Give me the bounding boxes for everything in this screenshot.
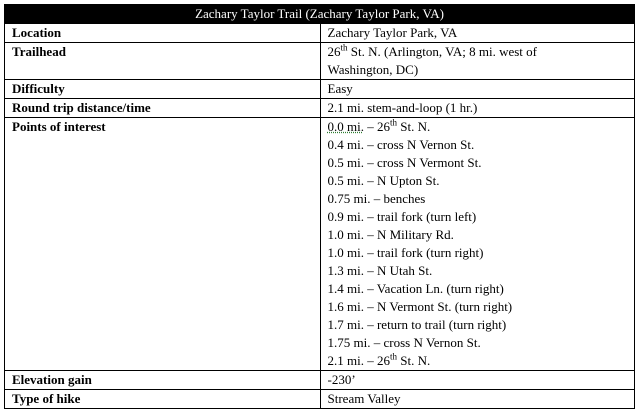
- poi-item: 0.75 mi. – benches: [327, 191, 426, 206]
- points-list: [320, 118, 635, 371]
- poi-first-ordinal: th: [389, 117, 397, 128]
- location-label: Location: [5, 24, 321, 43]
- poi-item: [328, 118, 635, 136]
- poi-item: 1.4 mi. – Vacation Ln. (turn right): [327, 281, 504, 296]
- poi-last-ordinal: th: [389, 351, 397, 362]
- trailhead-row: [5, 43, 635, 80]
- poi-item: 0.5 mi. – N Upton St.: [327, 173, 440, 188]
- difficulty-value: Easy: [320, 80, 635, 99]
- location-value: Zachary Taylor Park, VA: [320, 24, 635, 43]
- poi-item: 1.0 mi. – N Military Rd.: [327, 227, 454, 242]
- poi-item: 1.3 mi. – N Utah St.: [327, 263, 433, 278]
- trailhead-ordinal: th: [340, 42, 348, 53]
- trailhead-line-1-text: St. N. (Arlington, VA; 8 mi. west of: [347, 44, 537, 59]
- trailhead-value: [320, 43, 635, 80]
- distance-row: [5, 99, 635, 118]
- points-label: Points of interest: [5, 118, 321, 371]
- poi-item: 1.0 mi. – trail fork (turn right): [327, 245, 484, 260]
- trailhead-line-1: [328, 43, 635, 61]
- title-row: [5, 5, 635, 24]
- poi-item: [328, 352, 635, 370]
- elevation-row: [5, 371, 635, 390]
- trailhead-line-2: Washington, DC): [327, 62, 419, 77]
- elevation-label: Elevation gain: [5, 371, 321, 390]
- poi-first-mile: 0.0 mi.: [327, 119, 364, 134]
- poi-item: 0.9 mi. – trail fork (turn left): [327, 209, 477, 224]
- table-title: Zachary Taylor Trail (Zachary Taylor Park, VA): [5, 5, 635, 24]
- trail-info-table: [4, 4, 635, 409]
- points-row: [5, 118, 635, 371]
- poi-item: 1.7 mi. – return to trail (turn right): [327, 317, 507, 332]
- location-row: [5, 24, 635, 43]
- poi-first-post: St. N.: [397, 119, 431, 134]
- poi-first-pre: – 26: [363, 119, 390, 134]
- poi-item: 1.75 mi. – cross N Vernon St.: [327, 335, 481, 350]
- poi-item: 0.4 mi. – cross N Vernon St.: [327, 137, 475, 152]
- distance-label: Round trip distance/time: [5, 99, 321, 118]
- trailhead-label: Trailhead: [5, 43, 321, 80]
- distance-value: 2.1 mi. stem-and-loop (1 hr.): [320, 99, 635, 118]
- difficulty-label: Difficulty: [5, 80, 321, 99]
- poi-last-post: St. N.: [397, 353, 431, 368]
- poi-last-pre: 2.1 mi. – 26: [327, 353, 390, 368]
- hike-type-value: Stream Valley: [320, 390, 635, 409]
- poi-item: 1.6 mi. – N Vermont St. (turn right): [327, 299, 513, 314]
- trail-info-table-wrapper: [4, 4, 635, 409]
- difficulty-row: [5, 80, 635, 99]
- poi-item: 0.5 mi. – cross N Vermont St.: [327, 155, 482, 170]
- hike-type-row: [5, 390, 635, 409]
- hike-type-label: Type of hike: [5, 390, 321, 409]
- trailhead-street-number: 26: [327, 44, 341, 59]
- elevation-value: -230’: [320, 371, 635, 390]
